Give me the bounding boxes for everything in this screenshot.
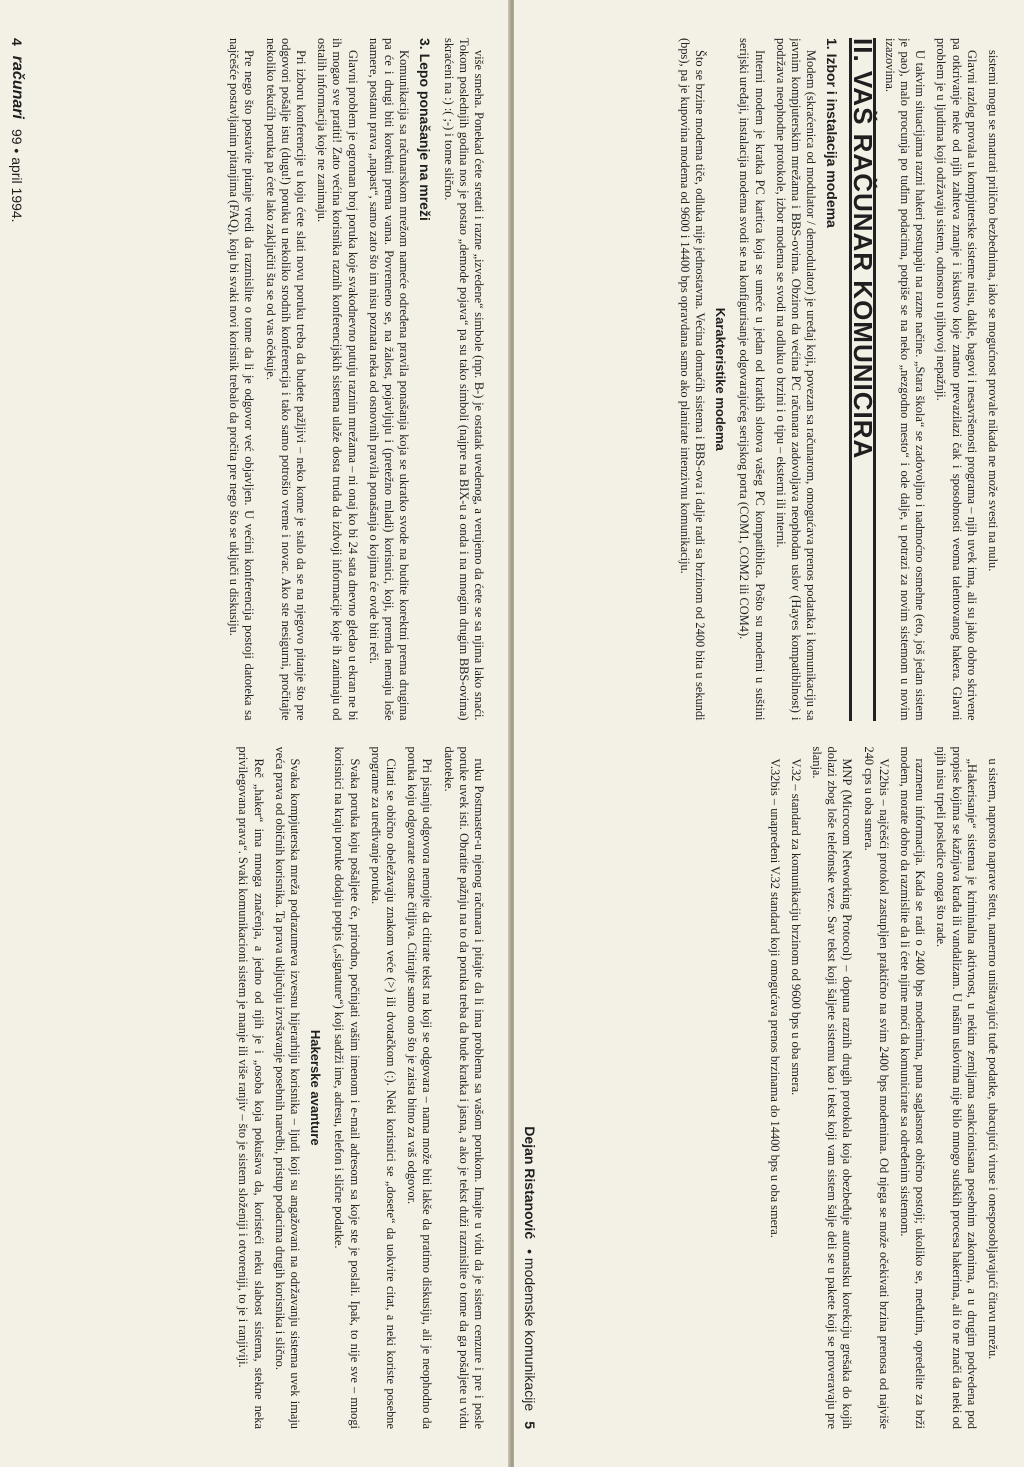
author-name: Dejan Ristanović: [522, 1126, 538, 1240]
page-number: 4: [9, 38, 25, 46]
left-page-content: [0, 0, 510, 1467]
issue-info: 99 • april 1994.: [9, 128, 25, 223]
paragraph: u sistem, naprosto naprave štetu, namerno uništavajući tuđe podatke, ubacujući viruse i onesposobljavajući čitavu mrežu.: [986, 758, 1000, 1360]
paragraph: Interni modem je kratka PC kartica koja se umeće u jedan od kratkih slotova vašeg PC kompatibilca. Pošto su modemi u suštini serijski uređaji, instalacija modema svodi se na konfigurisanje odgovarajućeg serijskog porta (COM1, COM2 ili COM4).: [737, 38, 767, 721]
left-page: [0, 0, 510, 1467]
paragraph: Glavni problem je ogroman broj poruka koje svakodnevno putuju raznim mrežama – ni onaj ko bi 24 sata dnevno gledao u ekran ne bi ih mogao sve pratiti! Zato većina korisnika raznih konferencijskih sistema ulaže dosta truda da izdvoji informacije koje ih zanimaju od ostalih informacija koje ne zanimaju.: [315, 38, 360, 721]
paragraph: „Hakerisanje“ sistema je kriminalna aktivnost, u nekim zemljama sankcionisana posebnim zakonima, a u drugim podvedena pod propise kojima se kažnjava krađa ili vandalizam. U našim uslovima nije bilo mnogo sudskih procesa hakerima, ali to ne znači da neki od njih nisu trpeli posledice onoga što rade.: [934, 746, 979, 1429]
paragraph: sistemi mogu se smatrati prilično bezbednima, iako se mogućnost provale nikada ne može svesti na nulu.: [986, 50, 1000, 572]
paragraph: Svaka kompjuterska mreža podrazumeva izvesnu hijerarhiju korisnika – ljudi koji su angažovani na održavanju sistema uvek imaju veća prava od običnih korisnika. Ta prava uključuju izvršavanje posebnih naredbi, pristup podacima drugih korisnika i slično.: [272, 746, 302, 1429]
left-footer: [8, 38, 26, 1429]
section-heading: 3. Lepo ponašanje na mreži: [417, 38, 434, 221]
chapter-heading: II. VAŠ RAČUNAR KOMUNICIRA: [849, 38, 875, 721]
paragraph: V.32bis – unapređeni V.32 standard koji omogućava prenos brzinama do 14400 bps u oba smera.: [767, 758, 782, 1238]
subheading: Hakerske avanture: [308, 1029, 324, 1146]
paragraph: V.22bis – najčešći protokol zastupljen praktično na svim 2400 bps modemima. Od njega se može očekivati brzina prenosa od najviše 240 cps u oba smera.: [861, 746, 891, 1429]
magazine-name: računari: [9, 55, 26, 119]
paragraph: ruku Postmaster-u njenog računara i pitajte da li ima problema sa vašom porukom. Imajte u vidu da je sistem cenzure i pre i posle poruke uvek isti. Obratite pažnju na to da poruka treba da bude kratka i jasna, a ako je tekst duži razmislite o tome da ga pošaljete u vidu datoteke.: [441, 746, 486, 1429]
left-columns: [46, 38, 486, 1429]
paragraph: Pre nego što postavite pitanje vredi da razmislite o tome da li je odgovor već objavljen. U većini konferencija postoji datoteka sa najčešće postavljanim pitanjima (FAQ), koju bi svaki novi korisnik trebalo da pročita pre nego što se uključi u diskusiju.: [227, 38, 257, 721]
paragraph: Komunikacija sa računarskom mrežom nameće određena pravila ponašanja koja se ukratko svode na budite korektni prema drugima pa će i drugi biti korektni prema vama. Povremeno se, na žalost, pojavljuju i (pretežno mladi) korisnici, koji, premda nemaju loše namere, postanu prava „napast“, samo zato što im nisu poznata neka od osnovnih pravila ponašanja o kojima će ovde biti reči.: [366, 38, 412, 721]
paragraph: Citati se obično obeležavaju znakom veće (>) ili dvotačkom (:). Neki korisnici se „dosete“ da uokvire citat, a neki koriste posebne programe za uređivanje poruka.: [368, 746, 398, 1429]
right-footer: [522, 38, 538, 1429]
paragraph: Što se brzine modema tiče, odluka nije jednostavna. Većina domaćih sistema i BBS-ova i dalje radi sa brzinom od 2400 bita u sekundi (bps), pa je kupovina modema od 9600 i 14400 bps opravdana samo ako planirate intenzivnu komunikaciju.: [677, 38, 707, 721]
paragraph: Pri izboru konferencije u koju ćete slati novu poruku treba da budete pažljivi – neko kome je stalo da se na njegovo pitanje što pre odgovori pošalje istu (dugu!) poruku u nekoliko srodnih konferencija i tako samo potrošio vreme i novac. Ako ste nesigurni, pročitajte nekoliko tekućih poruka pa ćete lako zaključiti šta se od vas očekuje.: [263, 38, 308, 721]
paragraph: razmenu informacija. Kada se radi o 2400 bps modemima, puna saglasnost obično postoji; ukoliko se, međutim, opredelite za brži modem, morate dobro da razmislite da li ćete njime moći da komunicirate sa određenim sistemom.: [897, 746, 928, 1429]
section-heading: 1. Izbor i instalacija modema: [824, 38, 841, 228]
paragraph: Pri pisanju odgovora nemojte da citirate tekst na koji se odgovara – nama može biti lakše da pratimo diskusiju, ali je neophodno da poruka koju odgovarate ostane čitljiva. Citirajte samo ono što je zaista bitno za vaš odgovor.: [405, 746, 435, 1429]
page-number: 5: [522, 1421, 538, 1429]
paragraph: U takvim situacijama razni hakeri postupaju na razne načine. „Stara škola“ se zadovoljno i nadmoćno osmehne (eto, još jedan sistem je pao), malo procunja po tuđim podacima, potpiše se na neko „nezgodno mesto“ i ode dalje, u potrazi za novim sistemom u novim izazovima.: [882, 38, 928, 721]
left-column-2: [46, 747, 486, 1430]
right-column-2: [560, 747, 1000, 1430]
paragraph: Svaka poruka koju pošaljete će, prirodno, počinjati vašim imenom i e-mail adresom sa koje ste je poslali. Ipak, to nije sve – mnogi korisnici na kraju poruke dodaju potpis („signature“) koji sadrži ime, adresu, telefon i slične podatke.: [332, 746, 362, 1429]
right-page: [514, 0, 1024, 1467]
right-page-content: [514, 0, 1024, 1467]
left-column-1: [46, 38, 486, 721]
paragraph: Reč „haker“ ima mnoga značenja, a jedno od njih je i „osoba koja pokušava da, koristeći neku slabost sistema, stekne neka privilegovana prava“. Svaki komunikacioni sistem je manje ili više ranjiv – što je sistem složeniji i otvoreniji, to je i ranjiviji.: [236, 746, 266, 1429]
paragraph: V.32 – standard za komunikaciju brzinom od 9600 bps u oba smera.: [788, 758, 803, 1096]
right-columns: [560, 38, 1000, 1429]
paragraph: MNP (Microcom Networking Protocol) – dopuna raznih drugih protokola koja obezbeđuje automatsku korekciju grešaka do kojih dolazi zbog loše telefonske veze. Sav tekst koji šaljete sistemu kao i tekst koji vam sistem šalje deli se u pakete koji se proveravaju pre slanja.: [809, 746, 855, 1429]
paragraph: Glavni razlog provala u kompjuterske sisteme nisu, dakle, bagovi i nesavršenosti programa – njih uvek ima, ali su jako dobro skrivene pa otkrivanje neke od njih zahteva znanje i iskustvo koje znatno prevazilazi čak i sposobnosti veoma talentovanog hakera. Glavni problem je u ljudima koji održavaju sistem, odnosno u njihovoj nepažnji.: [934, 38, 979, 721]
paragraph: više smeha. Ponekad ćete sretati i razne „izvedene“ simbole (npr. B-) je ostatak uvedenog, a verujemo da ćete se sa njima lako snaći. Tokom poslednjih godina nos je postao „demode pojava“ pa su tako simboli (najpre na BIX-u a onda i na mnogim drugim BBS-ovima) skraćeni na :) :( ;-) i tome slično.: [441, 38, 486, 721]
paragraph: Modem (skraćenica od modulator / demodulator) je uređaj koji, povezan sa računarom, omogućava prenos podataka i komunikaciju sa javnim kompjuterskim mrežama i BBS-ovima. Obziron da većina PC računara zadovoljava neophodan uslov (Hayes kompatibilnost) i podržava neophodne protokole, izbor modema se svodi na odluku o brzini i o tipu – eksterni ili interni.: [773, 38, 819, 721]
section-name: • modemske komunikacije: [522, 1249, 538, 1412]
subheading: Karakteristike modema: [713, 307, 729, 451]
right-column-1: [560, 38, 1000, 721]
